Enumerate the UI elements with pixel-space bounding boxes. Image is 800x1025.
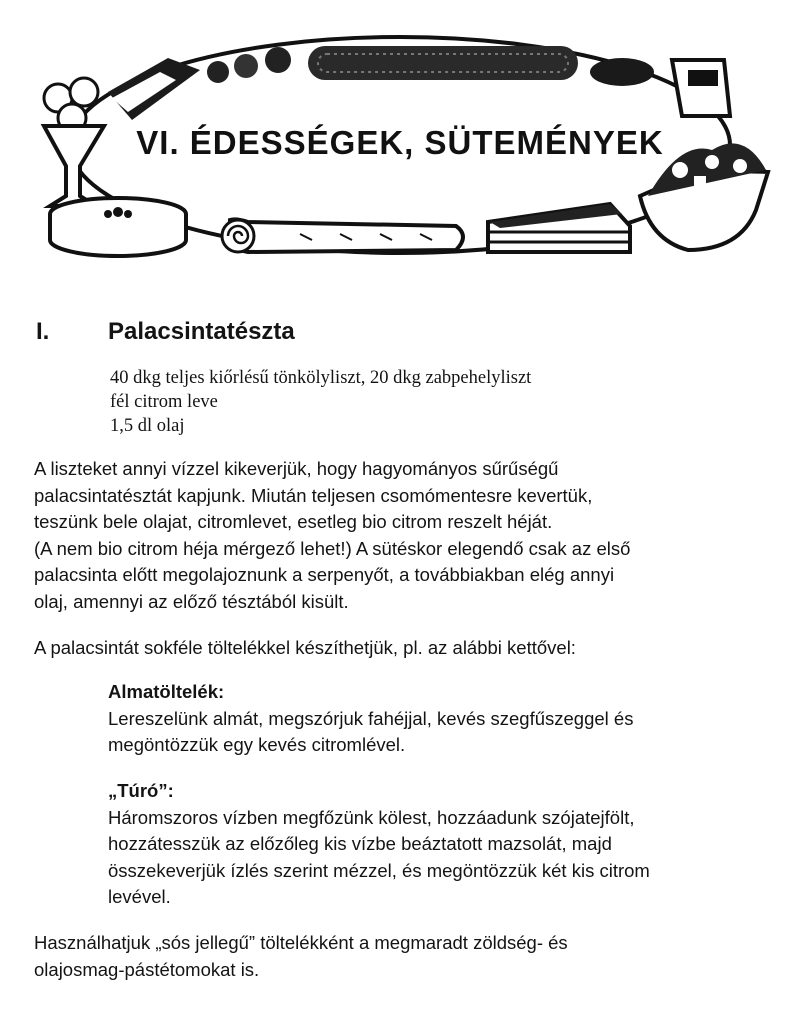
ingredient-item: 1,5 dl olaj xyxy=(110,416,185,436)
filling-line: Háromszoros vízben megfőzünk kölest, hozzáadunk szójatejfölt, xyxy=(108,806,635,828)
round-cake-icon xyxy=(50,198,186,256)
rolled-cake-icon xyxy=(308,46,578,80)
method-line: palacsinta előtt megolajoznunk a serpenyőt, a továbbiakban elég annyi xyxy=(34,564,615,585)
filling-line: Lereszelünk almát, megszórjuk fahéjjal, kevés szegfűszeggel és xyxy=(108,707,634,729)
filling-line: megöntözzük egy kevés citromlével. xyxy=(108,734,406,755)
filling-apple xyxy=(108,679,788,759)
recipe-title: Palacsintatészta xyxy=(108,318,295,345)
method-line: A liszteket annyi vízzel kikeverjük, hogy hagyományos sűrűségű xyxy=(34,458,559,479)
filling-line: hozzátesszük az előzőleg kis vízbe beáztatott mazsolát, majd xyxy=(108,833,612,854)
cookies-icon xyxy=(207,47,291,83)
method-line: (A nem bio citrom héja mérgező lehet!) A sütéskor elegendő csak az első xyxy=(34,537,631,559)
filling-line: levével. xyxy=(108,886,171,907)
closing-line: olajosmag-pástétomokat is. xyxy=(34,958,260,980)
gift-box-icon xyxy=(672,60,730,116)
closing-line: Használhatjuk „sós jellegű” töltelékként a megmaradt zöldség- és xyxy=(34,932,568,953)
fillings-intro: A palacsintát sokféle töltelékkel készíthetjük, pl. az alábbi kettővel: xyxy=(34,637,576,658)
filling-title: Almatöltelék: xyxy=(108,681,225,702)
oval-cookie-icon xyxy=(590,58,654,86)
closing-paragraph xyxy=(34,930,774,983)
filling-title: „Túró”: xyxy=(108,780,174,801)
method-line: palacsintatésztát kapjunk. Miután teljesen csomómentesre kevertük, xyxy=(34,484,593,506)
filling-line: összekeverjük ízlés szerint mézzel, és megöntözzük két kis citrom xyxy=(108,859,650,881)
layer-cake-slice-icon xyxy=(488,204,630,252)
method-line: teszünk bele olajat, citromlevet, esetleg bio citrom reszelt héját. xyxy=(34,511,553,532)
method-paragraph xyxy=(34,456,774,615)
recipe-number: I. xyxy=(36,318,50,345)
ingredient-item: 40 dkg teljes kiőrlésű tönkölyliszt, 20 dkg zabpehelyliszt xyxy=(110,368,532,388)
swiss-roll-icon xyxy=(222,219,463,252)
method-line: olaj, amennyi az előző tésztából kisült. xyxy=(34,590,349,612)
ingredient-item: fél citrom leve xyxy=(110,392,218,412)
ingredient-list xyxy=(110,366,531,438)
chapter-title: VI. ÉDESSÉGEK, SÜTEMÉNYEK xyxy=(136,124,664,161)
filling-turo xyxy=(108,778,788,911)
